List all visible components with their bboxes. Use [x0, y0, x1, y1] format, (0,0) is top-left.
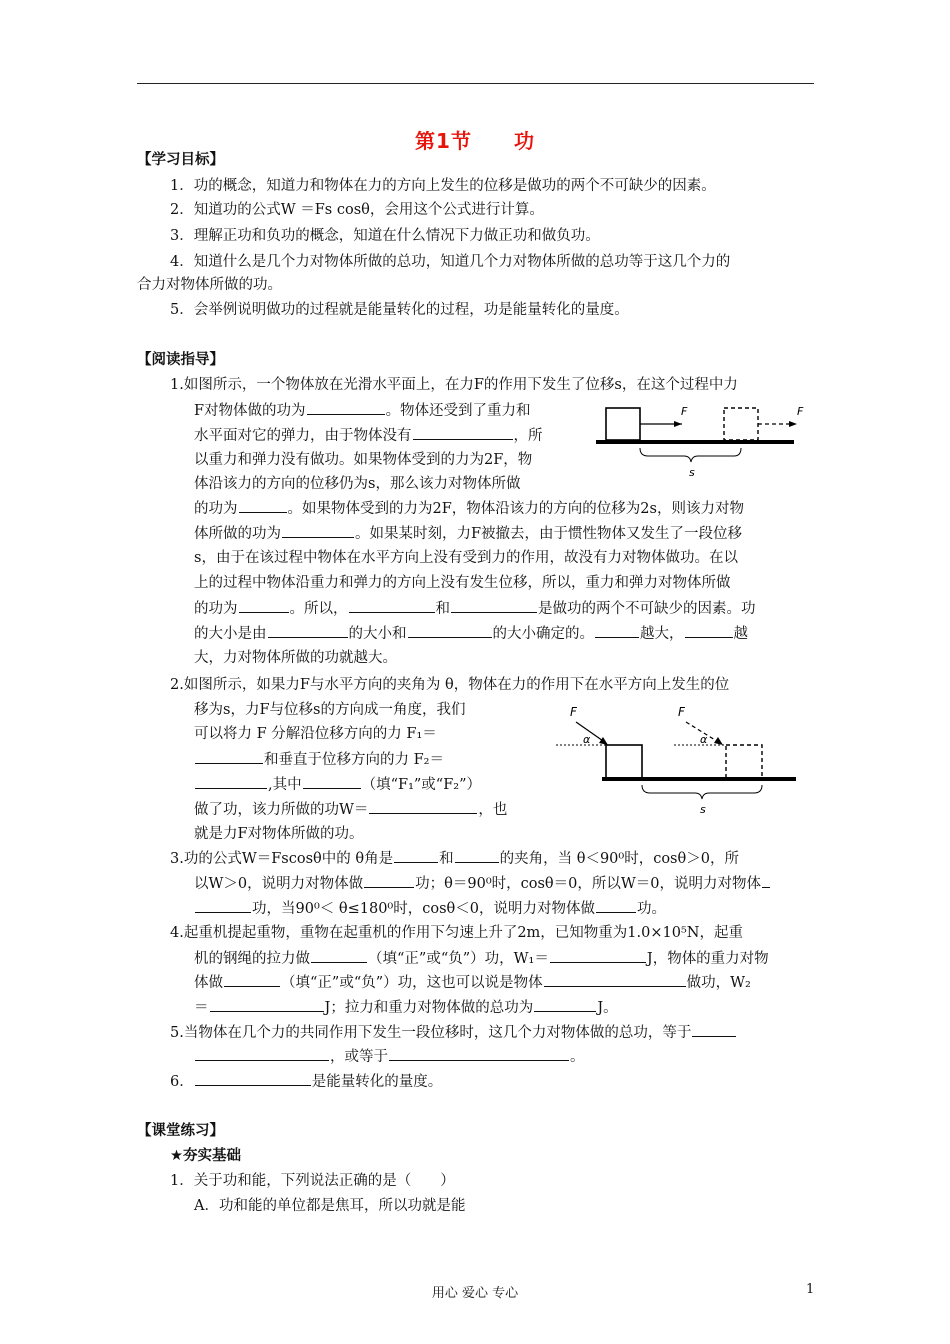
q3-text: 以W＞0，说明力对物体做	[194, 876, 364, 892]
q2-line-1: 2.如图所示，如果力F与水平方向的夹角为 θ，物体在力的作用下在水平方向上发生的位	[170, 677, 730, 693]
header-rule	[137, 83, 814, 84]
q5-line-1	[170, 1022, 737, 1043]
blank	[389, 1046, 569, 1061]
q2-line-2: 移为s，力F与位移s的方向成一角度，我们	[194, 702, 466, 718]
q1-line-9: 上的过程中物体沿重力和弹力的方向上没有发生位移，所以，重力和弹力对物体所做	[194, 575, 731, 591]
q1-text: 。所以，	[289, 601, 348, 617]
q1-text: 。物体还受到了重力和	[385, 403, 531, 419]
q1-line-3	[194, 425, 543, 446]
q6-text: 6．	[170, 1074, 194, 1090]
q2-text: 做了功，该力所做的功W＝	[194, 802, 369, 818]
q3-text: 和	[439, 851, 454, 867]
blank	[349, 598, 435, 613]
q1-text: 和	[435, 601, 450, 617]
blank	[394, 848, 438, 863]
q2-text: ，也	[478, 802, 508, 818]
practice-subheading: ★夯实基础	[170, 1148, 241, 1164]
q4-text: （填“正”或“负”）功，W₁＝	[368, 951, 549, 967]
disp-label: s	[689, 466, 695, 479]
blank	[224, 972, 280, 987]
q1-line-11	[194, 623, 748, 644]
q5-text: 5.当物体在几个力的共同作用下发生一段位移时，这几个力对物体做的总功，等于	[170, 1025, 692, 1041]
blank	[544, 972, 686, 987]
block-dashed	[726, 745, 762, 778]
angle-label-2: α	[700, 733, 708, 746]
q6-text: 是能量转化的量度。	[311, 1074, 443, 1090]
q4-text: 机的钢绳的拉力做	[194, 951, 310, 967]
q1-text: 。如果物体受到的力为2F，物体沿该力的方向的位移为2s，则该力对物	[287, 501, 744, 517]
q2-text: （填“F₁”或“F₂”）	[361, 777, 482, 793]
q3-text: 功。	[637, 901, 666, 917]
q1-text: 是做功的两个不可缺少的因素。功	[538, 601, 756, 617]
q2-line-4	[194, 749, 444, 770]
blank	[408, 623, 492, 638]
blank	[762, 873, 770, 888]
q5-text: 。	[570, 1049, 585, 1065]
q4-text: J，物体的重力对物	[646, 951, 769, 967]
objective-5: 5．会举例说明做功的过程就是能量转化的过程，功是能量转化的量度。	[170, 302, 629, 318]
blank	[311, 948, 367, 963]
q1-text: 的功为	[194, 601, 238, 617]
blank	[413, 425, 513, 440]
objectives-heading: 【学习目标】	[137, 152, 224, 168]
objective-4-cont: 合力对物体所做的功。	[137, 277, 282, 293]
q1-text: 越	[733, 626, 748, 642]
practice-option-a: A．功和能的单位都是焦耳，所以功就是能	[194, 1198, 466, 1214]
block-solid	[606, 408, 640, 440]
q3-text: 的夹角，当 θ＜90⁰时，cosθ＞0，所	[499, 851, 739, 867]
brace	[642, 785, 762, 799]
q4-text: 做功，W₂	[686, 975, 751, 991]
q2-text: ,其中	[268, 777, 302, 793]
q5-text: ，或等于	[330, 1049, 388, 1065]
blank	[364, 873, 414, 888]
practice-heading: 【课堂练习】	[137, 1123, 224, 1139]
blank	[451, 598, 537, 613]
objective-2: 2．知道功的公式W ＝Fs cosθ，会用这个公式进行计算。	[170, 202, 544, 218]
q4-line-2	[194, 948, 769, 969]
q4-text: ＝	[194, 1000, 209, 1016]
q1-text: 。如果某时刻，力F被撤去，由于惯性物体又发生了一段位移	[355, 526, 743, 542]
force-label-2: F	[797, 405, 804, 418]
blank	[595, 623, 639, 638]
force-label-2: F	[678, 705, 685, 719]
q1-line-6	[194, 498, 744, 519]
blank	[307, 400, 385, 415]
q1-text: 的大小和	[348, 626, 407, 642]
q1-line-1: 1.如图所示，一个物体放在光滑水平面上，在力F的作用下发生了位移s，在这个过程中力	[170, 377, 738, 393]
q1-line-7	[194, 523, 742, 544]
q2-line-5	[194, 774, 481, 795]
blank	[596, 898, 636, 913]
angle-label: α	[583, 733, 591, 746]
q4-line-1: 4.起重机提起重物，重物在起重机的作用下匀速上升了2m，已知物重为1.0×10⁵N，起重	[170, 925, 743, 941]
q4-text: （填“正”或“负”）功，这也可以说是物体	[281, 975, 543, 991]
block-solid	[606, 745, 642, 778]
blank	[239, 598, 289, 613]
blank	[195, 898, 251, 913]
q2-line-3: 可以将力 F 分解沿位移方向的力 F₁＝	[194, 726, 437, 742]
blank	[239, 498, 287, 513]
q6-line	[170, 1071, 442, 1092]
blank	[303, 774, 361, 789]
q1-text: 的大小确定的。	[492, 626, 594, 642]
q5-line-2	[194, 1046, 585, 1067]
q1-line-12: 大，力对物体所做的功就越大。	[194, 650, 397, 666]
blank	[369, 799, 477, 814]
q1-line-2	[194, 400, 531, 421]
practice-question-1: 1．关于功和能，下列说法正确的是（ ）	[170, 1173, 455, 1189]
block-dashed	[724, 408, 758, 440]
blank	[550, 948, 646, 963]
q1-line-10	[194, 598, 756, 619]
q4-line-3	[194, 972, 751, 993]
q2-text: 和垂直于位移方向的力 F₂＝	[264, 752, 444, 768]
q1-text: 体所做的功为	[194, 526, 281, 542]
q4-text: 体做	[194, 975, 223, 991]
q1-line-5: 体沿该力的方向的位移仍为s，那么该力对物体所做	[194, 476, 521, 492]
q1-text: 水平面对它的弹力，由于物体没有	[194, 428, 412, 444]
q3-text: 功，当90⁰＜ θ≤180⁰时，cosθ＜0，说明力对物体做	[252, 901, 595, 917]
reading-heading: 【阅读指导】	[137, 352, 224, 368]
figure-1	[590, 400, 805, 480]
blank	[210, 997, 324, 1012]
objective-1: 1．功的概念，知道力和物体在力的方向上发生的位移是做功的两个不可缺少的因素。	[170, 178, 716, 194]
blank	[685, 623, 733, 638]
blank	[195, 749, 263, 764]
q1-line-8: s，由于在该过程中物体在水平方向上没有受到力的作用，故没有力对物体做功。在以	[194, 550, 738, 566]
disp-label: s	[700, 803, 706, 816]
blank	[455, 848, 499, 863]
force-label: F	[681, 405, 688, 418]
blank	[195, 1071, 311, 1086]
q1-text: 越大，	[640, 626, 684, 642]
q3-line-2	[194, 873, 771, 894]
blank	[268, 623, 348, 638]
blank	[195, 1046, 329, 1061]
footer-text: 用心 爱心 专心	[431, 1286, 519, 1301]
blank	[534, 997, 596, 1012]
objective-4: 4．知道什么是几个力对物体所做的总功，知道几个力对物体所做的总功等于这几个力的	[170, 254, 731, 270]
figure-2	[550, 700, 800, 818]
force-label: F	[570, 705, 577, 719]
q4-text: J；拉力和重力对物体做的总功为	[324, 1000, 534, 1016]
page-number: 1	[806, 1282, 815, 1297]
blank	[282, 523, 354, 538]
objective-3: 3．理解正功和负功的概念，知道在什么情况下力做正功和做负功。	[170, 228, 600, 244]
q1-text: ，所	[513, 428, 543, 444]
q4-line-4	[194, 997, 618, 1018]
q3-text: 3.功的公式W＝Fscosθ中的 θ角是	[170, 851, 394, 867]
page-title: 第1节 功	[415, 129, 535, 153]
q1-text: F对物体做的功为	[194, 403, 306, 419]
q3-line-1	[170, 848, 739, 869]
q2-line-6	[194, 799, 507, 820]
blank	[195, 774, 267, 789]
brace	[640, 448, 741, 462]
blank	[692, 1022, 736, 1037]
q4-text: J。	[597, 1000, 618, 1016]
q1-text: 的大小是由	[194, 626, 267, 642]
q1-line-4: 以重力和弹力没有做功。如果物体受到的力为2F，物	[194, 452, 533, 468]
q3-text: 功；θ＝90⁰时，cosθ＝0，所以W＝0，说明力对物体	[415, 876, 762, 892]
q1-text: 的功为	[194, 501, 238, 517]
q2-line-7: 就是力F对物体所做的功。	[194, 826, 364, 842]
q3-line-3	[194, 898, 666, 919]
